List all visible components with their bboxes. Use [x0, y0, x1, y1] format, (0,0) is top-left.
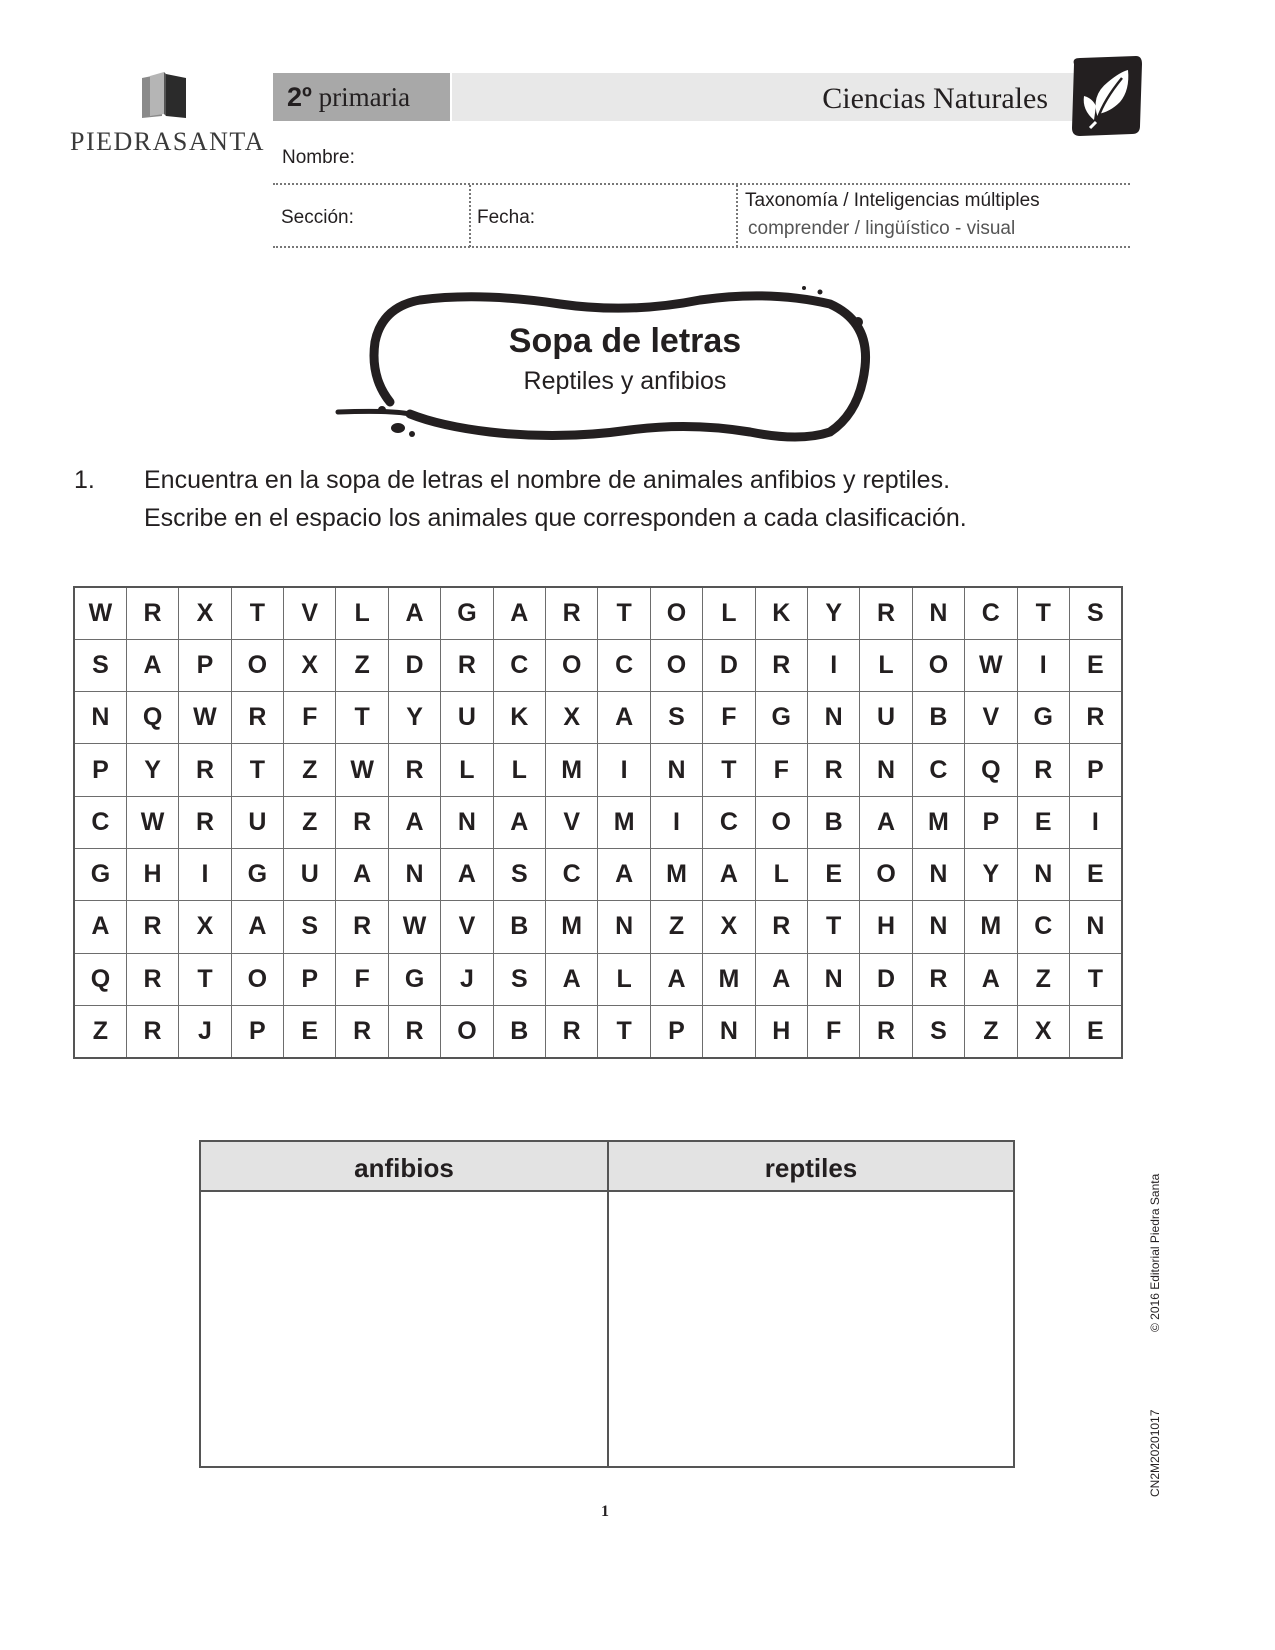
subject-band	[452, 73, 1092, 121]
subject-title: Ciencias Naturales	[822, 82, 1048, 115]
question-number: 1.	[74, 466, 95, 494]
letter-cell[interactable]: T	[336, 692, 388, 744]
letter-cell[interactable]: Q	[965, 744, 1017, 796]
letter-cell[interactable]: A	[703, 848, 755, 900]
letter-cell[interactable]: N	[807, 692, 859, 744]
letter-cell[interactable]: G	[231, 848, 283, 900]
letter-cell[interactable]: A	[598, 848, 650, 900]
grid-row	[74, 692, 1122, 744]
letter-cell[interactable]: H	[860, 901, 912, 953]
grid-row	[74, 1005, 1122, 1057]
letter-cell[interactable]: H	[755, 1005, 807, 1057]
letter-cell[interactable]: M	[912, 796, 964, 848]
letter-cell[interactable]: I	[598, 744, 650, 796]
leaf-icon	[1068, 56, 1142, 136]
letter-cell[interactable]: A	[755, 953, 807, 1005]
letter-cell[interactable]: B	[912, 692, 964, 744]
letter-cell[interactable]: R	[126, 587, 178, 639]
letter-cell[interactable]: L	[703, 587, 755, 639]
letter-cell[interactable]: J	[179, 1005, 231, 1057]
letter-cell[interactable]: A	[493, 796, 545, 848]
letter-cell[interactable]: N	[441, 796, 493, 848]
divider	[736, 185, 738, 247]
letter-cell[interactable]: X	[179, 587, 231, 639]
letter-cell[interactable]: K	[493, 692, 545, 744]
letter-cell[interactable]: A	[493, 587, 545, 639]
taxonomy-heading: Taxonomía / Inteligencias múltiples	[745, 190, 1040, 211]
letter-cell[interactable]: N	[860, 744, 912, 796]
letter-cell[interactable]: R	[1017, 744, 1069, 796]
letter-cell[interactable]: Q	[126, 692, 178, 744]
letter-cell[interactable]: C	[1017, 901, 1069, 953]
letter-cell[interactable]: F	[703, 692, 755, 744]
letter-cell[interactable]: R	[336, 796, 388, 848]
letter-cell[interactable]: X	[1017, 1005, 1069, 1057]
letter-cell[interactable]: Z	[336, 639, 388, 691]
grid-row	[74, 587, 1122, 639]
letter-cell[interactable]: T	[598, 1005, 650, 1057]
name-label: Nombre:	[282, 147, 355, 168]
grid-row	[74, 796, 1122, 848]
letter-cell[interactable]: V	[441, 901, 493, 953]
letter-cell[interactable]: F	[807, 1005, 859, 1057]
letter-cell[interactable]: W	[336, 744, 388, 796]
letter-cell[interactable]: P	[965, 796, 1017, 848]
letter-cell[interactable]: M	[546, 901, 598, 953]
letter-cell[interactable]: N	[912, 901, 964, 953]
book-logo-icon	[140, 72, 190, 118]
letter-cell[interactable]: V	[546, 796, 598, 848]
letter-cell[interactable]: M	[965, 901, 1017, 953]
instruction-line: Escribe en el espacio los animales que corresponden a cada clasificación.	[144, 504, 967, 532]
grade-number: 2º	[287, 82, 312, 112]
letter-cell[interactable]: L	[598, 953, 650, 1005]
letter-cell[interactable]: E	[807, 848, 859, 900]
letter-cell[interactable]: N	[388, 848, 440, 900]
letter-cell[interactable]: W	[388, 901, 440, 953]
letter-cell[interactable]: C	[965, 587, 1017, 639]
grade-word: primaria	[318, 82, 411, 112]
letter-cell[interactable]: R	[388, 744, 440, 796]
letter-cell[interactable]: J	[441, 953, 493, 1005]
letter-cell[interactable]: R	[336, 901, 388, 953]
letter-cell[interactable]: A	[598, 692, 650, 744]
letter-cell[interactable]: U	[284, 848, 336, 900]
instruction-line: Encuentra en la sopa de letras el nombre de animales anfibios y reptiles.	[144, 466, 951, 494]
letter-cell[interactable]: A	[388, 796, 440, 848]
letter-cell[interactable]: B	[807, 796, 859, 848]
letter-cell[interactable]: I	[179, 848, 231, 900]
letter-cell[interactable]: Y	[807, 587, 859, 639]
reptiles-header: reptiles	[609, 1142, 1013, 1192]
letter-cell[interactable]: L	[860, 639, 912, 691]
letter-cell[interactable]: A	[860, 796, 912, 848]
letter-cell[interactable]: L	[755, 848, 807, 900]
letter-cell[interactable]: C	[912, 744, 964, 796]
letter-cell[interactable]: Y	[388, 692, 440, 744]
letter-cell[interactable]: P	[650, 1005, 702, 1057]
grid-row	[74, 744, 1122, 796]
letter-cell[interactable]: I	[807, 639, 859, 691]
letter-cell[interactable]: P	[179, 639, 231, 691]
letter-cell[interactable]: R	[126, 1005, 178, 1057]
letter-cell[interactable]: E	[284, 1005, 336, 1057]
letter-cell[interactable]: N	[912, 587, 964, 639]
worksheet-title: Sopa de letras	[508, 322, 742, 360]
letter-cell[interactable]: I	[1017, 639, 1069, 691]
grade-label	[273, 73, 450, 121]
letter-cell[interactable]: R	[860, 587, 912, 639]
letter-cell[interactable]: N	[912, 848, 964, 900]
letter-cell[interactable]: T	[807, 901, 859, 953]
letter-cell[interactable]: R	[126, 953, 178, 1005]
letter-cell[interactable]: M	[703, 953, 755, 1005]
grid-row	[74, 639, 1122, 691]
letter-cell[interactable]: T	[1017, 587, 1069, 639]
letter-cell[interactable]: A	[441, 848, 493, 900]
letter-cell[interactable]: O	[441, 1005, 493, 1057]
document-code: CN2M20201017	[1148, 1409, 1162, 1497]
letter-cell[interactable]: E	[1069, 848, 1121, 900]
letter-cell[interactable]: L	[441, 744, 493, 796]
letter-cell[interactable]: N	[703, 1005, 755, 1057]
letter-cell[interactable]: P	[74, 744, 126, 796]
title-speech-bubble	[330, 282, 875, 447]
letter-cell[interactable]: Y	[965, 848, 1017, 900]
letter-cell[interactable]: O	[755, 796, 807, 848]
letter-cell[interactable]: R	[546, 1005, 598, 1057]
letter-cell[interactable]: S	[74, 639, 126, 691]
letter-cell[interactable]: R	[126, 901, 178, 953]
letter-cell[interactable]: B	[493, 901, 545, 953]
letter-cell[interactable]: U	[441, 692, 493, 744]
letter-cell[interactable]: Z	[965, 1005, 1017, 1057]
word-search-grid[interactable]	[73, 586, 1123, 1059]
letter-cell[interactable]: C	[703, 796, 755, 848]
letter-cell[interactable]: Z	[1017, 953, 1069, 1005]
letter-cell[interactable]: N	[1069, 901, 1121, 953]
letter-cell[interactable]: R	[1069, 692, 1121, 744]
letter-cell[interactable]: R	[755, 901, 807, 953]
letter-cell[interactable]: A	[74, 901, 126, 953]
letter-cell[interactable]: O	[231, 639, 283, 691]
letter-cell[interactable]: L	[336, 587, 388, 639]
divider	[273, 183, 1130, 185]
letter-cell[interactable]: W	[126, 796, 178, 848]
letter-cell[interactable]: D	[388, 639, 440, 691]
letter-cell[interactable]: T	[703, 744, 755, 796]
letter-cell[interactable]: R	[807, 744, 859, 796]
letter-cell[interactable]: R	[388, 1005, 440, 1057]
letter-cell[interactable]: A	[650, 953, 702, 1005]
letter-cell[interactable]: B	[493, 1005, 545, 1057]
letter-cell[interactable]: C	[493, 639, 545, 691]
answer-table	[199, 1140, 1015, 1468]
letter-cell[interactable]: V	[965, 692, 1017, 744]
letter-cell[interactable]: N	[807, 953, 859, 1005]
letter-cell[interactable]: E	[1069, 639, 1121, 691]
letter-cell[interactable]: M	[598, 796, 650, 848]
letter-cell[interactable]: Z	[74, 1005, 126, 1057]
letter-cell[interactable]: O	[650, 639, 702, 691]
letter-cell[interactable]: P	[231, 1005, 283, 1057]
letter-cell[interactable]: E	[1017, 796, 1069, 848]
letter-cell[interactable]: U	[231, 796, 283, 848]
date-label: Fecha:	[477, 207, 536, 228]
letter-cell[interactable]: C	[74, 796, 126, 848]
letter-cell[interactable]: S	[912, 1005, 964, 1057]
letter-cell[interactable]: W	[965, 639, 1017, 691]
letter-cell[interactable]: A	[388, 587, 440, 639]
section-label: Sección:	[281, 207, 354, 228]
letter-cell[interactable]: A	[546, 953, 598, 1005]
letter-cell[interactable]: R	[546, 587, 598, 639]
letter-cell[interactable]: C	[546, 848, 598, 900]
letter-cell[interactable]: S	[493, 953, 545, 1005]
letter-cell[interactable]: U	[860, 692, 912, 744]
reptiles-answer-area[interactable]	[609, 1192, 1013, 1466]
grid-row	[74, 901, 1122, 953]
grid-row	[74, 953, 1122, 1005]
letter-cell[interactable]: K	[755, 587, 807, 639]
letter-cell[interactable]: R	[860, 1005, 912, 1057]
letter-cell[interactable]: S	[493, 848, 545, 900]
letter-cell[interactable]: T	[231, 587, 283, 639]
divider	[273, 246, 1130, 248]
amphibians-header: anfibios	[201, 1142, 607, 1192]
taxonomy-values: comprender / lingüístico - visual	[748, 218, 1016, 239]
letter-cell[interactable]: S	[650, 692, 702, 744]
letter-cell[interactable]: R	[231, 692, 283, 744]
publisher-name: PIEDRASANTA	[70, 127, 265, 156]
letter-cell[interactable]: V	[284, 587, 336, 639]
letter-cell[interactable]: O	[860, 848, 912, 900]
letter-cell[interactable]: R	[912, 953, 964, 1005]
letter-cell[interactable]: I	[1069, 796, 1121, 848]
letter-cell[interactable]: N	[1017, 848, 1069, 900]
letter-cell[interactable]: N	[74, 692, 126, 744]
letter-cell[interactable]: R	[179, 744, 231, 796]
letter-cell[interactable]: M	[546, 744, 598, 796]
letter-cell[interactable]: N	[598, 901, 650, 953]
letter-cell[interactable]: Q	[74, 953, 126, 1005]
page-number: 1	[601, 1503, 609, 1520]
letter-cell[interactable]: F	[336, 953, 388, 1005]
letter-cell[interactable]: W	[74, 587, 126, 639]
letter-cell[interactable]: O	[546, 639, 598, 691]
letter-cell[interactable]: A	[965, 953, 1017, 1005]
copyright-note: © 2016 Editorial Piedra Santa	[1148, 1173, 1162, 1332]
letter-cell[interactable]: Z	[650, 901, 702, 953]
letter-cell[interactable]: F	[284, 692, 336, 744]
letter-cell[interactable]: X	[703, 901, 755, 953]
letter-cell[interactable]: G	[755, 692, 807, 744]
letter-cell[interactable]: R	[179, 796, 231, 848]
letter-cell[interactable]: D	[703, 639, 755, 691]
grid-row	[74, 848, 1122, 900]
letter-cell[interactable]: C	[598, 639, 650, 691]
letter-cell[interactable]: T	[179, 953, 231, 1005]
letter-cell[interactable]: O	[231, 953, 283, 1005]
letter-cell[interactable]: R	[336, 1005, 388, 1057]
letter-cell[interactable]: X	[179, 901, 231, 953]
letter-cell[interactable]: L	[493, 744, 545, 796]
letter-cell[interactable]: P	[1069, 744, 1121, 796]
letter-cell[interactable]: G	[74, 848, 126, 900]
letter-cell[interactable]: S	[284, 901, 336, 953]
letter-cell[interactable]: A	[126, 639, 178, 691]
letter-cell[interactable]: A	[231, 901, 283, 953]
divider	[469, 185, 471, 247]
letter-cell[interactable]: G	[1017, 692, 1069, 744]
letter-cell[interactable]: P	[284, 953, 336, 1005]
worksheet-subtitle: Reptiles y anfibios	[523, 367, 727, 395]
letter-cell[interactable]: N	[650, 744, 702, 796]
letter-cell[interactable]: Z	[284, 796, 336, 848]
letter-cell[interactable]: H	[126, 848, 178, 900]
amphibians-answer-area[interactable]	[201, 1192, 607, 1466]
letter-cell[interactable]: X	[546, 692, 598, 744]
letter-cell[interactable]: F	[755, 744, 807, 796]
letter-cell[interactable]: S	[1069, 587, 1121, 639]
letter-cell[interactable]: I	[650, 796, 702, 848]
letter-cell[interactable]: G	[441, 587, 493, 639]
letter-cell[interactable]: A	[336, 848, 388, 900]
letter-cell[interactable]: O	[912, 639, 964, 691]
letter-cell[interactable]: Z	[284, 744, 336, 796]
letter-cell[interactable]: R	[441, 639, 493, 691]
letter-cell[interactable]: T	[231, 744, 283, 796]
letter-cell[interactable]: R	[755, 639, 807, 691]
letter-cell[interactable]: Y	[126, 744, 178, 796]
letter-cell[interactable]: T	[1069, 953, 1121, 1005]
letter-cell[interactable]: G	[388, 953, 440, 1005]
letter-cell[interactable]: O	[650, 587, 702, 639]
letter-cell[interactable]: E	[1069, 1005, 1121, 1057]
letter-cell[interactable]: D	[860, 953, 912, 1005]
letter-cell[interactable]: T	[598, 587, 650, 639]
letter-cell[interactable]: X	[284, 639, 336, 691]
publisher-logo	[70, 72, 265, 162]
letter-cell[interactable]: M	[650, 848, 702, 900]
letter-cell[interactable]: W	[179, 692, 231, 744]
